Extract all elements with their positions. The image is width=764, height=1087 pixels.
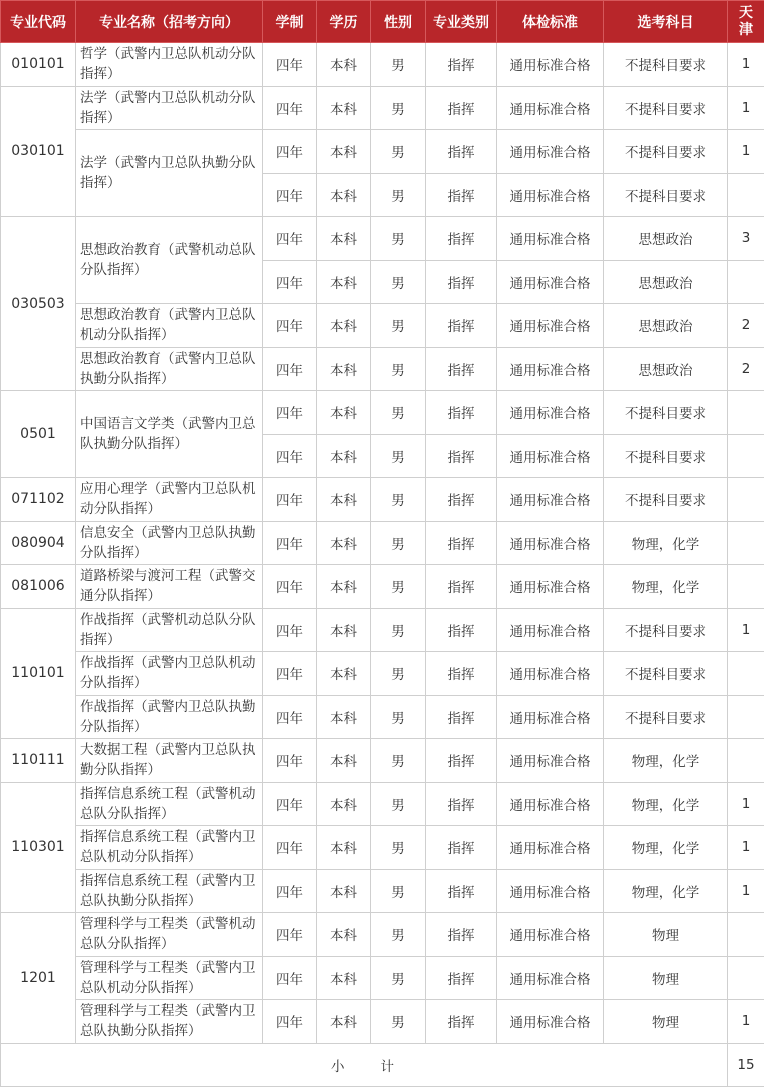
degree-cell: 本科 xyxy=(317,304,371,348)
tianjin-cell xyxy=(728,260,764,304)
header-category: 专业类别 xyxy=(426,1,497,43)
duration-cell: 四年 xyxy=(263,956,317,1000)
major-code-cell: 110111 xyxy=(1,739,76,783)
major-code-cell: 030503 xyxy=(1,217,76,391)
physical-cell: 通用标准合格 xyxy=(497,217,604,261)
gender-cell: 男 xyxy=(371,956,426,1000)
table-row xyxy=(1,869,764,913)
duration-cell: 四年 xyxy=(263,869,317,913)
duration-cell: 四年 xyxy=(263,391,317,435)
header-code: 专业代码 xyxy=(1,1,76,43)
table-row xyxy=(1,391,764,435)
subjects-cell: 思想政治 xyxy=(604,304,728,348)
major-code-cell: 030101 xyxy=(1,86,76,217)
degree-cell: 本科 xyxy=(317,652,371,696)
gender-cell: 男 xyxy=(371,217,426,261)
subjects-cell: 物理 xyxy=(604,956,728,1000)
table-row xyxy=(1,130,764,174)
tianjin-cell: 2 xyxy=(728,347,764,391)
gender-cell: 男 xyxy=(371,695,426,739)
duration-cell: 四年 xyxy=(263,217,317,261)
physical-cell: 通用标准合格 xyxy=(497,347,604,391)
degree-cell: 本科 xyxy=(317,869,371,913)
subjects-cell: 不提科目要求 xyxy=(604,434,728,478)
major-name-cell: 作战指挥（武警内卫总队机动分队指挥） xyxy=(76,652,263,696)
table-row xyxy=(1,86,764,130)
physical-cell: 通用标准合格 xyxy=(497,739,604,783)
header-tianjin xyxy=(728,1,764,43)
physical-cell: 通用标准合格 xyxy=(497,608,604,652)
tianjin-cell xyxy=(728,521,764,565)
gender-cell: 男 xyxy=(371,43,426,87)
major-name-cell: 信息安全（武警内卫总队执勤分队指挥） xyxy=(76,521,263,565)
subjects-cell: 不提科目要求 xyxy=(604,86,728,130)
subjects-cell: 物理，化学 xyxy=(604,826,728,870)
major-name-cell: 思想政治教育（武警内卫总队执勤分队指挥） xyxy=(76,347,263,391)
gender-cell: 男 xyxy=(371,826,426,870)
gender-cell: 男 xyxy=(371,347,426,391)
tianjin-cell xyxy=(728,173,764,217)
physical-cell: 通用标准合格 xyxy=(497,130,604,174)
subjects-cell: 物理 xyxy=(604,913,728,957)
header-subjects: 选考科目 xyxy=(604,1,728,43)
major-code-cell: 110301 xyxy=(1,782,76,913)
major-name-cell: 道路桥梁与渡河工程（武警交通分队指挥） xyxy=(76,565,263,609)
category-cell: 指挥 xyxy=(426,391,497,435)
gender-cell: 男 xyxy=(371,434,426,478)
physical-cell: 通用标准合格 xyxy=(497,913,604,957)
degree-cell: 本科 xyxy=(317,739,371,783)
category-cell: 指挥 xyxy=(426,478,497,522)
duration-cell: 四年 xyxy=(263,43,317,87)
major-name-cell: 大数据工程（武警内卫总队执勤分队指挥） xyxy=(76,739,263,783)
major-code-cell: 081006 xyxy=(1,565,76,609)
tianjin-cell xyxy=(728,478,764,522)
category-cell: 指挥 xyxy=(426,782,497,826)
physical-cell: 通用标准合格 xyxy=(497,521,604,565)
tianjin-cell: 1 xyxy=(728,826,764,870)
subtotal-tianjin: 15 xyxy=(728,1043,764,1087)
category-cell: 指挥 xyxy=(426,1000,497,1044)
tianjin-cell xyxy=(728,913,764,957)
physical-cell: 通用标准合格 xyxy=(497,956,604,1000)
tianjin-cell: 1 xyxy=(728,86,764,130)
gender-cell: 男 xyxy=(371,739,426,783)
physical-cell: 通用标准合格 xyxy=(497,1000,604,1044)
gender-cell: 男 xyxy=(371,913,426,957)
duration-cell: 四年 xyxy=(263,652,317,696)
major-name-cell: 管理科学与工程类（武警内卫总队执勤分队指挥） xyxy=(76,1000,263,1044)
degree-cell: 本科 xyxy=(317,173,371,217)
table-row xyxy=(1,913,764,957)
degree-cell: 本科 xyxy=(317,217,371,261)
degree-cell: 本科 xyxy=(317,130,371,174)
subjects-cell: 不提科目要求 xyxy=(604,695,728,739)
physical-cell: 通用标准合格 xyxy=(497,434,604,478)
category-cell: 指挥 xyxy=(426,260,497,304)
table-row xyxy=(1,347,764,391)
major-code-cell: 1201 xyxy=(1,913,76,1044)
subjects-cell: 物理，化学 xyxy=(604,782,728,826)
category-cell: 指挥 xyxy=(426,695,497,739)
category-cell: 指挥 xyxy=(426,217,497,261)
tianjin-cell: 1 xyxy=(728,1000,764,1044)
gender-cell: 男 xyxy=(371,478,426,522)
duration-cell: 四年 xyxy=(263,565,317,609)
header-tianjin-char-1: 天 xyxy=(739,5,753,21)
major-name-cell: 思想政治教育（武警机动总队分队指挥） xyxy=(76,217,263,304)
subjects-cell: 思想政治 xyxy=(604,217,728,261)
category-cell: 指挥 xyxy=(426,652,497,696)
table-row xyxy=(1,521,764,565)
duration-cell: 四年 xyxy=(263,260,317,304)
duration-cell: 四年 xyxy=(263,478,317,522)
tianjin-cell: 2 xyxy=(728,304,764,348)
subjects-cell: 物理，化学 xyxy=(604,521,728,565)
table-body xyxy=(1,43,764,1087)
duration-cell: 四年 xyxy=(263,86,317,130)
category-cell: 指挥 xyxy=(426,130,497,174)
gender-cell: 男 xyxy=(371,521,426,565)
physical-cell: 通用标准合格 xyxy=(497,782,604,826)
physical-cell: 通用标准合格 xyxy=(497,478,604,522)
duration-cell: 四年 xyxy=(263,521,317,565)
header-tianjin-char-2: 津 xyxy=(739,22,753,38)
physical-cell: 通用标准合格 xyxy=(497,260,604,304)
table-row xyxy=(1,43,764,87)
physical-cell: 通用标准合格 xyxy=(497,695,604,739)
category-cell: 指挥 xyxy=(426,86,497,130)
gender-cell: 男 xyxy=(371,1000,426,1044)
tianjin-cell xyxy=(728,652,764,696)
tianjin-cell: 3 xyxy=(728,217,764,261)
duration-cell: 四年 xyxy=(263,608,317,652)
degree-cell: 本科 xyxy=(317,391,371,435)
major-name-cell: 哲学（武警内卫总队机动分队指挥） xyxy=(76,43,263,87)
subjects-cell: 思想政治 xyxy=(604,260,728,304)
subjects-cell: 物理，化学 xyxy=(604,739,728,783)
major-name-cell: 中国语言文学类（武警内卫总队执勤分队指挥） xyxy=(76,391,263,478)
subjects-cell: 物理 xyxy=(604,1000,728,1044)
duration-cell: 四年 xyxy=(263,130,317,174)
category-cell: 指挥 xyxy=(426,826,497,870)
degree-cell: 本科 xyxy=(317,478,371,522)
tianjin-cell xyxy=(728,739,764,783)
degree-cell: 本科 xyxy=(317,608,371,652)
gender-cell: 男 xyxy=(371,391,426,435)
tianjin-cell: 1 xyxy=(728,130,764,174)
table-row xyxy=(1,304,764,348)
tianjin-cell xyxy=(728,434,764,478)
major-code-cell: 010101 xyxy=(1,43,76,87)
degree-cell: 本科 xyxy=(317,956,371,1000)
subjects-cell: 不提科目要求 xyxy=(604,173,728,217)
table-row xyxy=(1,695,764,739)
gender-cell: 男 xyxy=(371,130,426,174)
gender-cell: 男 xyxy=(371,608,426,652)
physical-cell: 通用标准合格 xyxy=(497,173,604,217)
category-cell: 指挥 xyxy=(426,304,497,348)
tianjin-cell xyxy=(728,565,764,609)
header-degree: 学历 xyxy=(317,1,371,43)
tianjin-cell xyxy=(728,956,764,1000)
tianjin-cell: 1 xyxy=(728,43,764,87)
subjects-cell: 不提科目要求 xyxy=(604,391,728,435)
duration-cell: 四年 xyxy=(263,826,317,870)
category-cell: 指挥 xyxy=(426,869,497,913)
header-duration: 学制 xyxy=(263,1,317,43)
category-cell: 指挥 xyxy=(426,434,497,478)
major-name-cell: 指挥信息系统工程（武警机动总队分队指挥） xyxy=(76,782,263,826)
duration-cell: 四年 xyxy=(263,173,317,217)
degree-cell: 本科 xyxy=(317,86,371,130)
degree-cell: 本科 xyxy=(317,260,371,304)
subjects-cell: 不提科目要求 xyxy=(604,130,728,174)
major-code-cell: 080904 xyxy=(1,521,76,565)
physical-cell: 通用标准合格 xyxy=(497,304,604,348)
degree-cell: 本科 xyxy=(317,521,371,565)
table-row xyxy=(1,956,764,1000)
table-row xyxy=(1,1000,764,1044)
degree-cell: 本科 xyxy=(317,565,371,609)
physical-cell: 通用标准合格 xyxy=(497,869,604,913)
gender-cell: 男 xyxy=(371,304,426,348)
subjects-cell: 不提科目要求 xyxy=(604,478,728,522)
physical-cell: 通用标准合格 xyxy=(497,391,604,435)
duration-cell: 四年 xyxy=(263,739,317,783)
tianjin-cell xyxy=(728,391,764,435)
table-row xyxy=(1,478,764,522)
category-cell: 指挥 xyxy=(426,43,497,87)
category-cell: 指挥 xyxy=(426,565,497,609)
major-name-cell: 作战指挥（武警机动总队分队指挥） xyxy=(76,608,263,652)
physical-cell: 通用标准合格 xyxy=(497,565,604,609)
subjects-cell: 不提科目要求 xyxy=(604,608,728,652)
gender-cell: 男 xyxy=(371,260,426,304)
physical-cell: 通用标准合格 xyxy=(497,86,604,130)
table-row xyxy=(1,608,764,652)
major-name-cell: 法学（武警内卫总队执勤分队指挥） xyxy=(76,130,263,217)
major-name-cell: 指挥信息系统工程（武警内卫总队执勤分队指挥） xyxy=(76,869,263,913)
tianjin-cell xyxy=(728,695,764,739)
category-cell: 指挥 xyxy=(426,608,497,652)
gender-cell: 男 xyxy=(371,869,426,913)
degree-cell: 本科 xyxy=(317,347,371,391)
subjects-cell: 思想政治 xyxy=(604,347,728,391)
duration-cell: 四年 xyxy=(263,434,317,478)
physical-cell: 通用标准合格 xyxy=(497,826,604,870)
degree-cell: 本科 xyxy=(317,913,371,957)
gender-cell: 男 xyxy=(371,652,426,696)
major-name-cell: 指挥信息系统工程（武警内卫总队机动分队指挥） xyxy=(76,826,263,870)
gender-cell: 男 xyxy=(371,86,426,130)
degree-cell: 本科 xyxy=(317,695,371,739)
major-name-cell: 作战指挥（武警内卫总队执勤分队指挥） xyxy=(76,695,263,739)
header-physical: 体检标准 xyxy=(497,1,604,43)
table-row xyxy=(1,782,764,826)
duration-cell: 四年 xyxy=(263,695,317,739)
duration-cell: 四年 xyxy=(263,782,317,826)
physical-cell: 通用标准合格 xyxy=(497,43,604,87)
major-name-cell: 法学（武警内卫总队机动分队指挥） xyxy=(76,86,263,130)
degree-cell: 本科 xyxy=(317,826,371,870)
duration-cell: 四年 xyxy=(263,304,317,348)
major-code-cell: 110101 xyxy=(1,608,76,739)
subjects-cell: 物理，化学 xyxy=(604,565,728,609)
table-row xyxy=(1,217,764,261)
major-code-cell: 071102 xyxy=(1,478,76,522)
subjects-cell: 不提科目要求 xyxy=(604,43,728,87)
category-cell: 指挥 xyxy=(426,173,497,217)
degree-cell: 本科 xyxy=(317,782,371,826)
header-row xyxy=(1,1,764,43)
table-row xyxy=(1,652,764,696)
table-row xyxy=(1,739,764,783)
duration-cell: 四年 xyxy=(263,913,317,957)
subjects-cell: 物理，化学 xyxy=(604,869,728,913)
subjects-cell: 不提科目要求 xyxy=(604,652,728,696)
category-cell: 指挥 xyxy=(426,521,497,565)
duration-cell: 四年 xyxy=(263,1000,317,1044)
category-cell: 指挥 xyxy=(426,956,497,1000)
duration-cell: 四年 xyxy=(263,347,317,391)
tianjin-cell: 1 xyxy=(728,782,764,826)
major-name-cell: 管理科学与工程类（武警内卫总队机动分队指挥） xyxy=(76,956,263,1000)
header-name: 专业名称（招考方向） xyxy=(76,1,263,43)
major-name-cell: 应用心理学（武警内卫总队机动分队指挥） xyxy=(76,478,263,522)
tianjin-cell: 1 xyxy=(728,608,764,652)
degree-cell: 本科 xyxy=(317,1000,371,1044)
subtotal-label: 小 计 xyxy=(1,1043,728,1087)
major-name-cell: 管理科学与工程类（武警机动总队分队指挥） xyxy=(76,913,263,957)
degree-cell: 本科 xyxy=(317,43,371,87)
category-cell: 指挥 xyxy=(426,913,497,957)
gender-cell: 男 xyxy=(371,782,426,826)
tianjin-cell: 1 xyxy=(728,869,764,913)
physical-cell: 通用标准合格 xyxy=(497,652,604,696)
gender-cell: 男 xyxy=(371,173,426,217)
table-row xyxy=(1,826,764,870)
degree-cell: 本科 xyxy=(317,434,371,478)
subtotal-row xyxy=(1,1043,764,1087)
category-cell: 指挥 xyxy=(426,739,497,783)
category-cell: 指挥 xyxy=(426,347,497,391)
table-row xyxy=(1,565,764,609)
header-gender: 性别 xyxy=(371,1,426,43)
major-code-cell: 0501 xyxy=(1,391,76,478)
major-name-cell: 思想政治教育（武警内卫总队机动分队指挥） xyxy=(76,304,263,348)
gender-cell: 男 xyxy=(371,565,426,609)
